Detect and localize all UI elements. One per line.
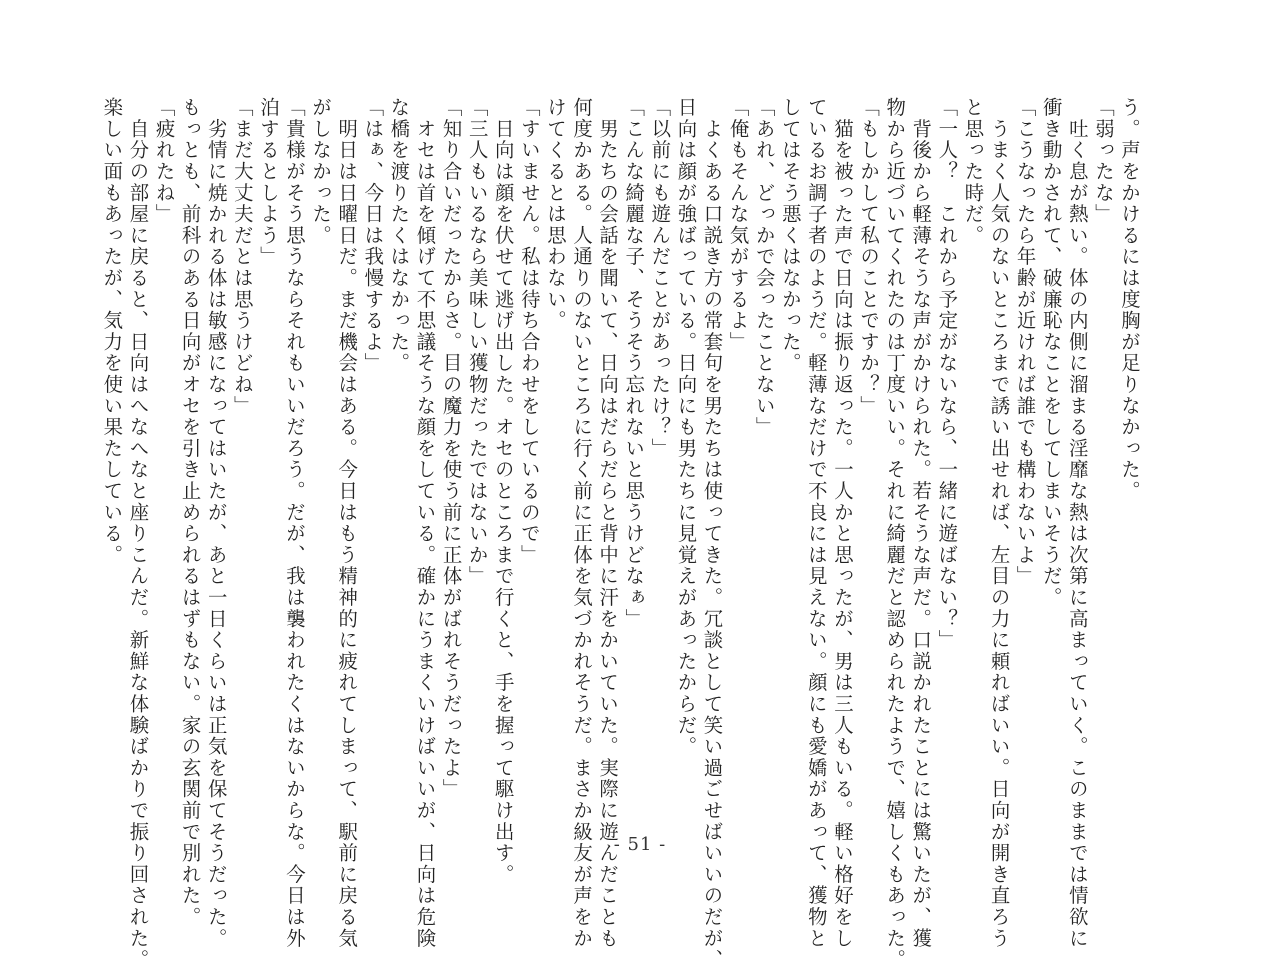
text-line: 背後から軽薄そうな声がかけられた。若そうな声だ。口説かれたことには驚いたが、獲	[909, 97, 933, 949]
text-line: 「はぁ、今日は我慢するよ」	[361, 97, 385, 374]
text-line: 猫を被った声で日向は振り返った。一人かと思ったが、男は三人もいる。軽い格好をし	[830, 97, 854, 949]
text-line: 物から近づいてくれたのは丁度いい。それに綺麗だと認められたようで、嬉しくもあった。	[883, 97, 907, 970]
text-line: 「こんな綺麗な子、そうそう忘れないと思うけどなぁ」	[622, 97, 646, 630]
text-line: してはそう悪くはなかった。	[778, 97, 802, 374]
text-line: 「まだ大丈夫だとは思うけどね」	[230, 97, 254, 417]
text-line: 「あれ、どっかで会ったことない」	[752, 97, 776, 438]
text-line: 「一人？ これから予定がないなら、一緒に遊ばない？」	[935, 97, 959, 651]
text-line: 「もしかして私のことですか？」	[857, 97, 881, 417]
text-line: う。声をかけるには度胸が足りなかった。	[1118, 97, 1141, 502]
text-line: がしなかった。	[309, 97, 333, 247]
text-line: ているお調子者のようだ。軽薄なだけで不良には見えない。顔にも愛嬌があって、獲物と	[804, 97, 828, 949]
text-line: 「すいません。私は待ち合わせをしているので」	[517, 97, 541, 566]
text-line: 劣情に焼かれる体は敏感になってはいたが、あと一日くらいは正気を保てそうだった。	[204, 97, 228, 949]
text-line: 楽しい面もあったが、気力を使い果たしている。	[100, 97, 124, 566]
text-line: よくある口説き方の常套句を男たちは使ってきた。冗談として笑い過ごせばいいのだが、	[700, 97, 724, 970]
text-line: 「知り合いだったからさ。目の魔力を使う前に正体がばれそうだったよ」	[439, 97, 463, 800]
text-line: もっとも、前科のある日向がオセを引き止められるはずもない。家の玄関前で別れた。	[178, 97, 202, 928]
text-line: 「以前にも遊んだことがあったけ？」	[648, 97, 672, 460]
text-line: 日向は顔が強ばっている。日向にも男たちに見覚えがあったからだ。	[674, 97, 698, 758]
text-line: 泊するとしよう」	[256, 97, 280, 268]
text-line: 「貴様がそう思うならそれもいいだろう。だが、我は襲われたくはないからな。今日は外	[283, 97, 306, 949]
text-line: 何度かある。人通りのないところに行く前に正体を気づかれそうだ。まさか級友が声をか	[570, 97, 594, 949]
text-line: けてくるとは思わない。	[543, 97, 567, 332]
text-line: 男たちの会話を聞いて、日向はだらだらと背中に汗をかいていた。実際に遊んだことも	[596, 97, 620, 949]
text-line: 自分の部屋に戻ると、日向はへなへなと座りこんだ。新鮮な体験ばかりで振り回された。	[126, 97, 150, 970]
text-line: 吐く息が熱い。体の内側に溜まる淫靡な熱は次第に高まっていく。このままでは情欲に	[1065, 97, 1089, 949]
text-line: 日向は顔を伏せて逃げ出した。オセのところまで行くと、手を握って駆け出す。	[491, 97, 515, 886]
text-line: な橋を渡りたくはなかった。	[387, 97, 411, 374]
page-number: - 51 -	[613, 834, 667, 855]
text-line: 「疲れたね」	[152, 97, 176, 225]
text-line: と思った時だ。	[961, 97, 985, 247]
text-line: 明日は日曜日だ。まだ機会はある。今日はもう精神的に疲れてしまって、駅前に戻る気	[335, 97, 359, 949]
text-line: 「こうなったら年齢が近ければ誰でも構わないよ」	[1013, 97, 1037, 587]
text-line: 「三人もいるなら美味しい獲物だったではないか」	[465, 97, 489, 587]
text-line: オセは首を傾げて不思議そうな顔をしている。確かにうまくいけばいいが、日向は危険	[413, 97, 437, 949]
text-line: うまく人気のないところまで誘い出せれば、左目の力に頼ればいい。日向が開き直ろう	[987, 97, 1011, 949]
text-line: 「弱ったな」	[1091, 97, 1115, 225]
text-line: 衝き動かされて、破廉恥なことをしてしまいそうだ。	[1039, 97, 1063, 609]
text-line: 「俺もそんな気がするよ」	[726, 97, 750, 353]
